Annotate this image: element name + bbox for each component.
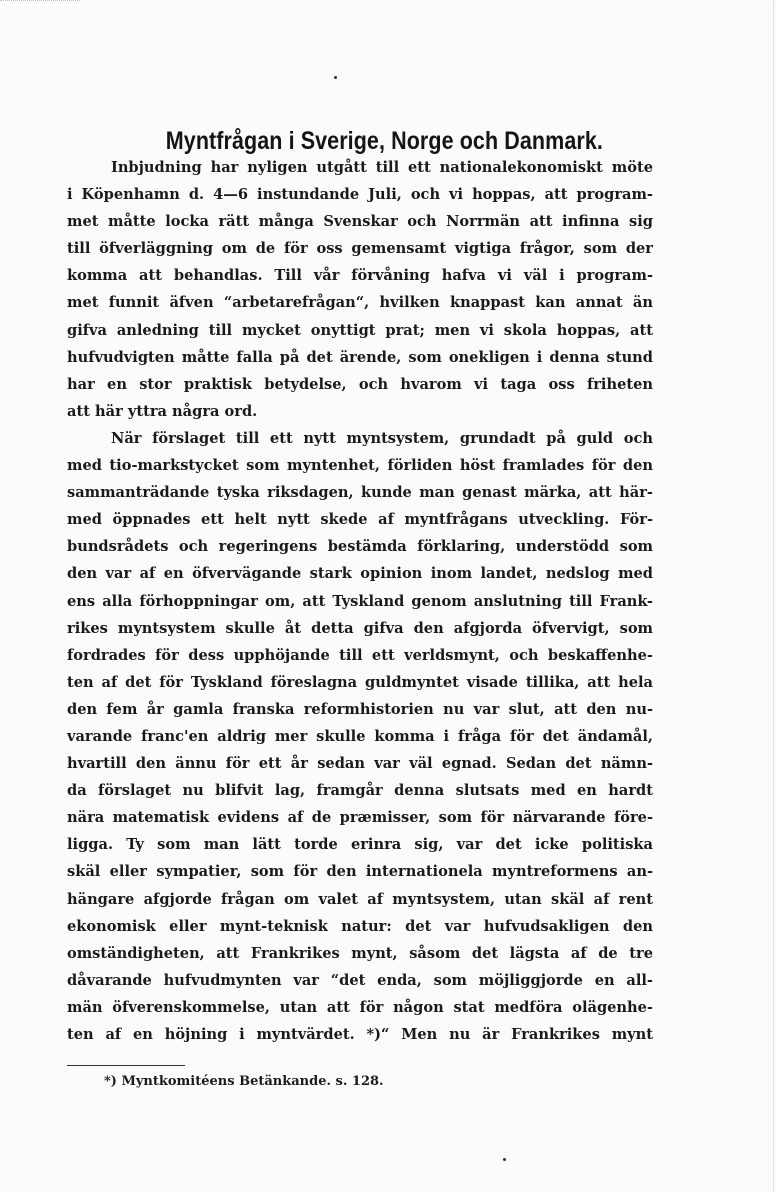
text-line: skäl eller sympatier, som för den internationela myntreformens an-	[67, 863, 653, 881]
text-line: omständigheten, att Frankrikes mynt, såsom det lägsta af de tre	[67, 944, 653, 962]
text-line: Inbjudning har nyligen utgått till ett nationalekonomiskt möte	[111, 159, 653, 176]
text-line: da förslaget nu blifvit lag, framgår denna slutsats med en hardt	[67, 782, 653, 800]
text-line: varande franc'en aldrig mer skulle komma i fråga för det ändamål,	[67, 727, 653, 745]
text-line: ten af det för Tyskland föreslagna guldmyntet visade tillika, att hela	[67, 673, 653, 691]
text-line: i Köpenhamn d. 4—6 instundande Juli, och vi hoppas, att program-	[67, 186, 653, 204]
text-line: ligga. Ty som man lätt torde erinra sig, var det icke politiska	[67, 836, 653, 854]
text-line: med tio-markstycket som myntenhet, förliden höst framlades för den	[67, 457, 653, 475]
text-line: hängare afgjorde frågan om valet af myntsystem, utan skäl af rent	[67, 890, 653, 908]
text-line: sammanträdande tyska riksdagen, kunde man genast märka, att här-	[67, 484, 653, 502]
text-line: När förslaget till ett nytt myntsystem, grundadt på guld och	[111, 429, 653, 447]
text-line: hvartill den ännu för ett år sedan var väl egnad. Sedan det nämn-	[67, 755, 653, 773]
text-line: män öfverenskommelse, utan att för någon stat medföra olägenhe-	[67, 998, 653, 1016]
page-edge-marks	[0, 0, 80, 7]
footnote: *) Myntkomitéens Betänkande. s. 128.	[104, 1074, 384, 1089]
text-line: med öppnades ett helt nytt skede af myntfrågans utveckling. För-	[67, 511, 653, 529]
text-line: gifva anledning till mycket onyttigt prat; men vi skola hoppas, att	[67, 321, 653, 339]
text-line: den fem år gamla franska reformhistorien nu var slut, att den nu-	[67, 700, 653, 718]
text-line: dåvarande hufvudmynten var “det enda, som möjliggjorde en all-	[67, 971, 653, 989]
text-line: bundsrådets och regeringens bestämda förklaring, understödd som	[67, 538, 653, 556]
text-line: met måtte locka rätt många Svenskar och Norrmän att infinna sig	[67, 213, 653, 231]
text-line: ekonomisk eller mynt-teknisk natur: det var hufvudsakligen den	[67, 917, 653, 935]
text-line: hufvudvigten måtte falla på det ärende, som onekligen i denna stund	[67, 348, 653, 366]
text-line: ens alla förhoppningar om, att Tyskland genom anslutning till Frank-	[67, 592, 653, 610]
text-line: met funnit äfven “arbetarefrågan“, hvilken knappast kan annat än	[67, 294, 653, 312]
article-title: Myntfrågan i Sverige, Norge och Danmark.	[165, 126, 603, 155]
text-line: har en stor praktisk betydelse, och hvarom vi taga oss friheten	[67, 375, 653, 393]
text-line: rikes myntsystem skulle åt detta gifva den afgjorda öfvervigt, som	[67, 619, 653, 637]
text-line: den var af en öfvervägande stark opinion inom landet, nedslog med	[67, 565, 653, 583]
text-line: ten af en höjning i myntvärdet. *)“ Men nu är Frankrikes mynt	[67, 1026, 653, 1043]
text-line: till öfverläggning om de för oss gemensamt vigtiga frågor, som der	[67, 240, 653, 258]
text-line: fordrades för dess upphöjande till ett verldsmynt, och beskaffenhe-	[67, 646, 653, 664]
print-speck	[334, 76, 337, 79]
text-line: att här yttra några ord.	[67, 402, 258, 420]
text-line: komma att behandlas. Till vår förvåning hafva vi väl i program-	[67, 267, 653, 285]
footnote-divider	[67, 1065, 185, 1066]
page-right-edge	[772, 0, 774, 1192]
print-speck	[503, 1158, 506, 1161]
text-line: nära matematisk evidens af de præmisser, som för närvarande före-	[67, 809, 653, 827]
article-body	[67, 154, 653, 1048]
